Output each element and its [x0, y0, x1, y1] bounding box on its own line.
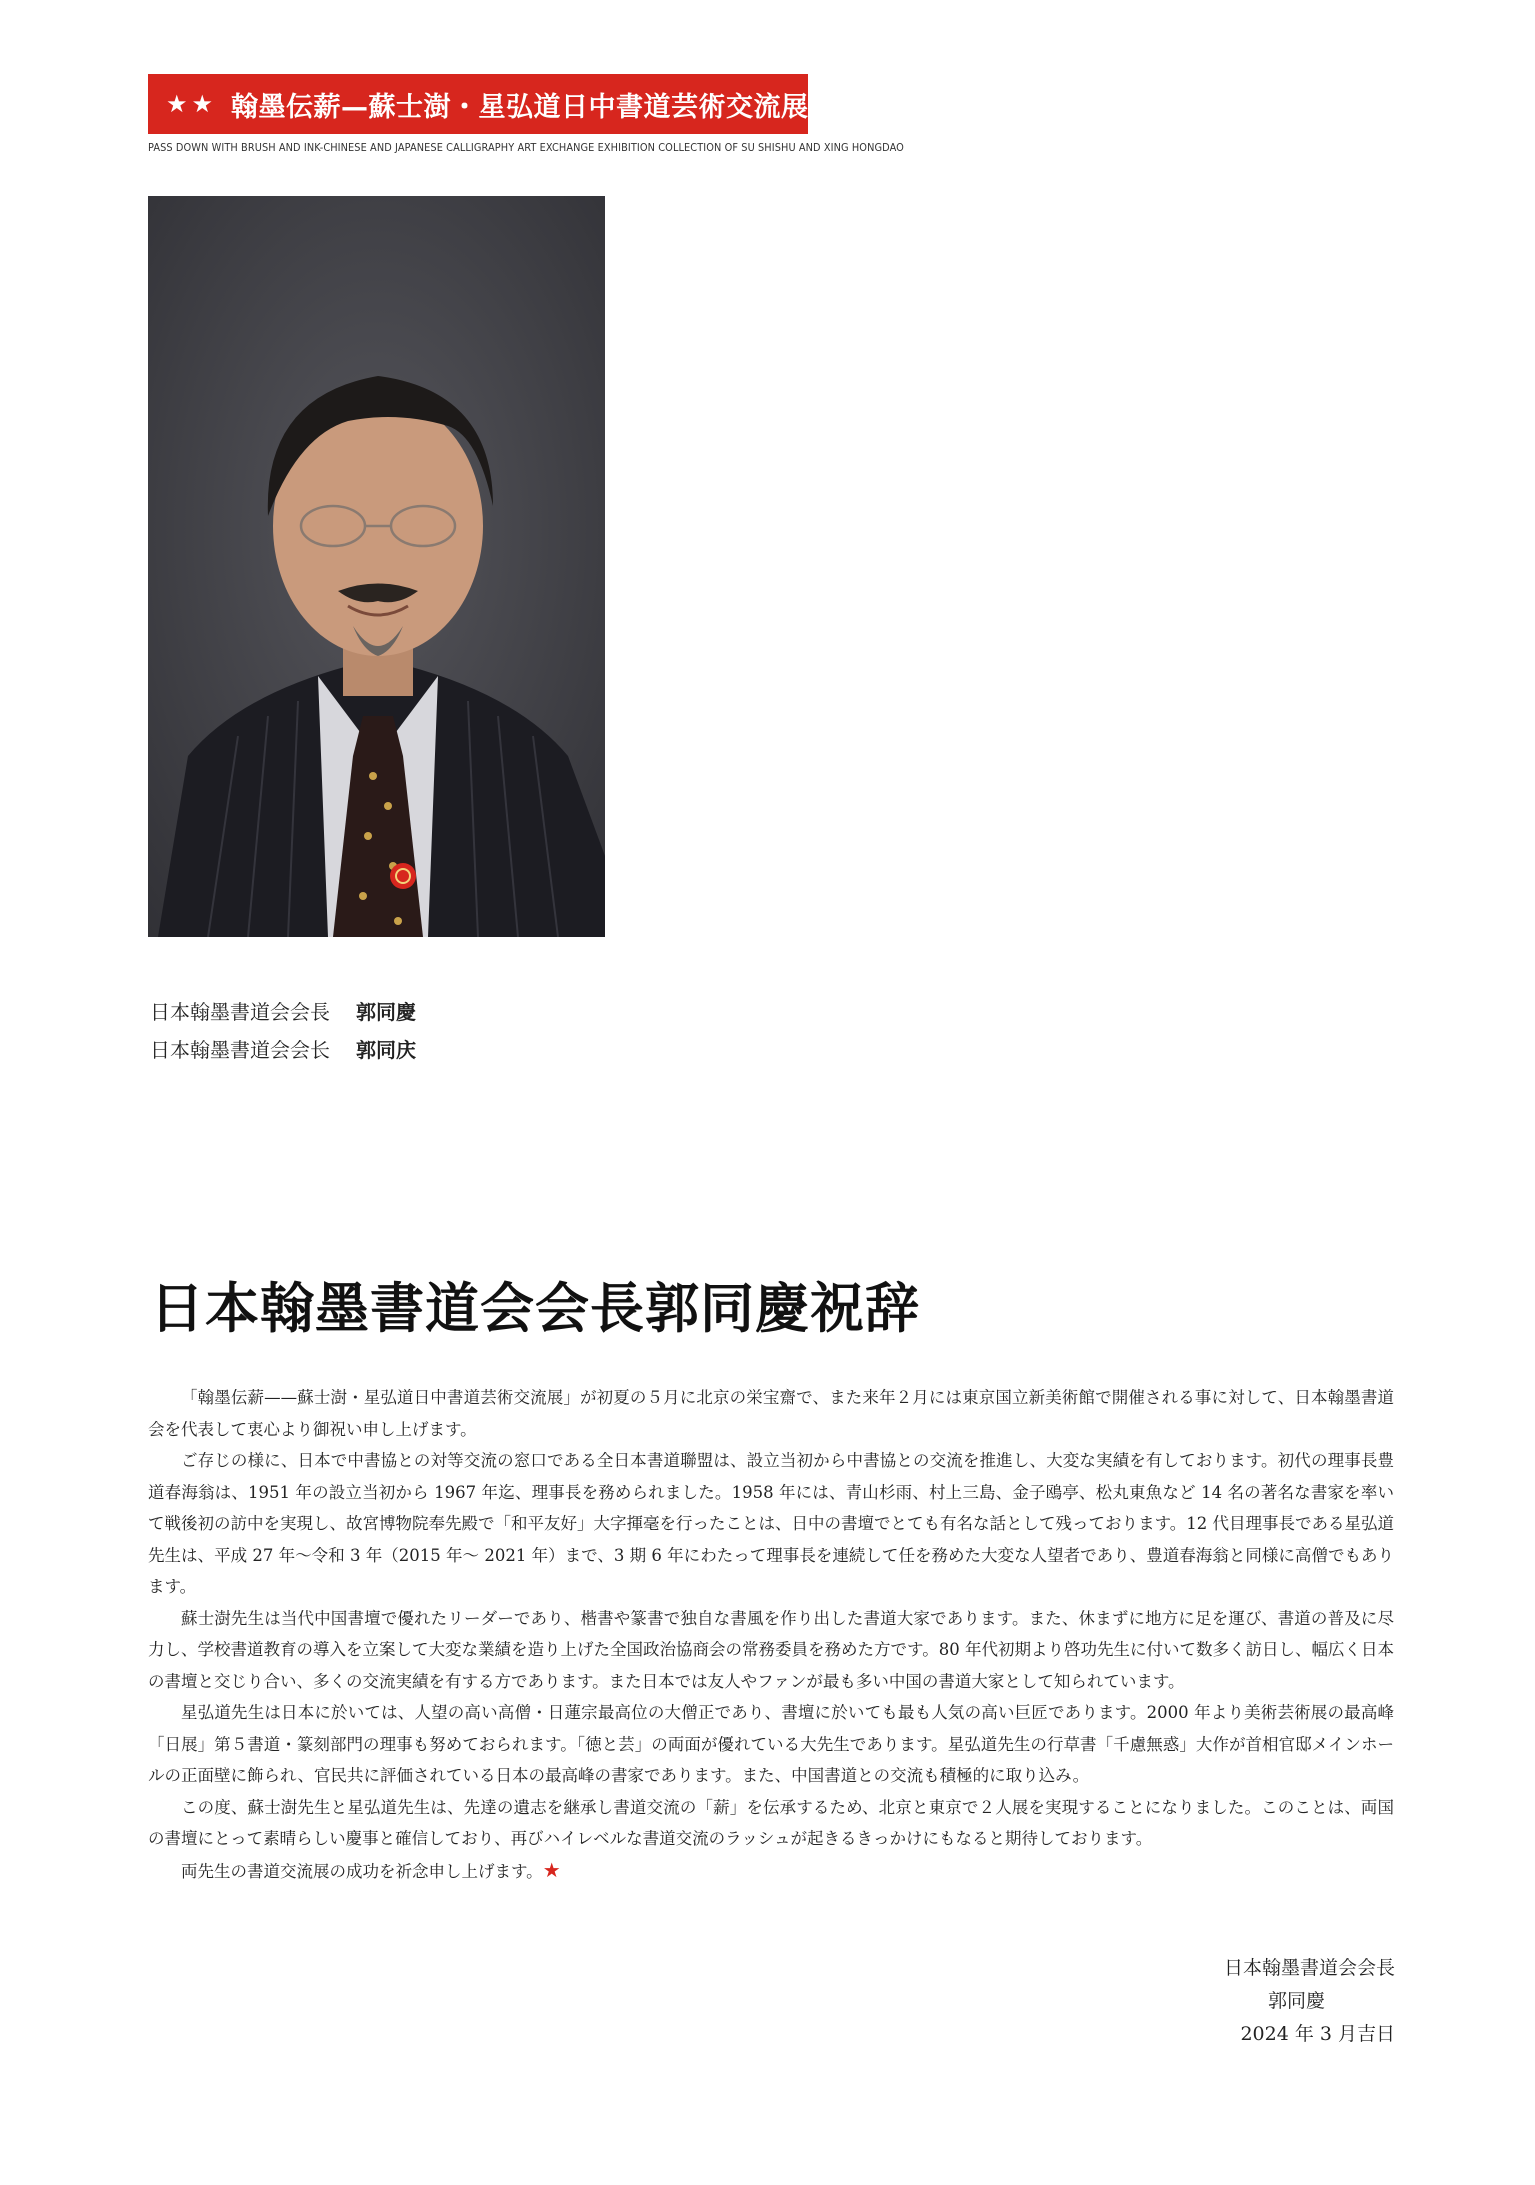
caption-title: 日本翰墨書道会会長 — [150, 1000, 330, 1024]
caption-title: 日本翰墨書道会会长 — [150, 1038, 330, 1062]
portrait-icon — [148, 196, 605, 937]
message-body — [148, 1382, 1394, 1887]
caption-name: 郭同庆 — [356, 1038, 416, 1062]
star-icon: ★★ — [166, 90, 218, 118]
paragraph: ご存じの様に、日本で中書協との対等交流の窓口である全日本書道聯盟は、設立当初から中書協との交流を推進し、大変な実績を有しております。初代の理事長豊道春海翁は、1951 年の設立当初から 1967 年迄、理事長を務められました。1958 年には、青山杉雨、村上三島、金子鴎亭、松丸東魚など 14 名の著名な書家を率いて戦後初の訪中を実現し、故宮博物院奉先殿で「和平友好」大字揮毫を行ったことは、日中の書壇でとても有名な話として残っております。12 代目理事長である星弘道先生は、平成 27 年～令和 3 年（2015 年～ 2021 年）まで、3 期 6 年にわたって理事長を連続して任を務めた大変な人望者であり、豊道春海翁と同様に高僧でもあります。 — [148, 1451, 1394, 1596]
portrait-photo — [148, 196, 605, 937]
paragraph: 星弘道先生は日本に於いては、人望の高い高僧・日蓮宗最高位の大僧正であり、書壇に於いても最も人気の高い巨匠であります。2000 年より美術芸術展の最高峰「日展」第５書道・篆刻部門の理事も努めておられます。「徳と芸」の両面が優れている大先生であります。星弘道先生の行草書「千慮無惑」大作が首相官邸メインホールの正面壁に飾られ、官民共に評価されている日本の最高峰の書家であります。また、中国書道との交流も積極的に取り込み。 — [148, 1703, 1394, 1785]
signature-name: 郭同慶 — [1267, 1990, 1325, 2012]
page-title: 日本翰墨書道会会長郭同慶祝辞 — [150, 1276, 920, 1340]
paragraph: この度、蘇士澍先生と星弘道先生は、先達の遺志を継承し書道交流の「薪」を伝承するため、北京と東京で２人展を実現することになりました。このことは、両国の書壇にとって素晴らしい慶事と確信しており、再びハイレベルな書道交流のラッシュが起きるきっかけにもなると期待しております。 — [148, 1797, 1394, 1848]
caption-line-1 — [150, 996, 416, 1025]
signature-date: 2024 年 3 月吉日 — [1240, 2023, 1395, 2045]
caption-name: 郭同慶 — [356, 1000, 416, 1024]
paragraph: 蘇士澍先生は当代中国書壇で優れたリーダーであり、楷書や篆書で独自な書風を作り出した書道大家であります。また、休まずに地方に足を運び、書道の普及に尽力し、学校書道教育の導入を立案して大変な業績を造り上げた全国政治協商会の常務委員を務めた方です。80 年代初期より啓功先生に付いて数多く訪日し、幅広く日本の書壇と交じり合い、多くの交流実績を有する方であります。また日本では友人やファンが最も多い中国の書道大家として知られています。 — [148, 1608, 1394, 1691]
paragraph: 「翰墨伝薪——蘇士澍・星弘道日中書道芸術交流展」が初夏の５月に北京の栄宝齋で、また来年２月には東京国立新美術館で開催される事に対して、日本翰墨書道会を代表して衷心より御祝い申し上げます。 — [148, 1388, 1394, 1439]
signature-title: 日本翰墨書道会会長 — [1223, 1957, 1395, 1979]
caption-line-2 — [150, 1034, 416, 1063]
header-banner — [148, 74, 892, 134]
banner-subtitle: PASS DOWN WITH BRUSH AND INK-CHINESE AND JAPANESE CALLIGRAPHY ART EXCHANGE EXHIBITION COLLECTION OF SU SHISHU AND XING HONGDAO — [148, 142, 904, 154]
star-icon: ★ — [542, 1857, 561, 1882]
banner-title: 翰墨伝薪—蘇士澍・星弘道日中書道芸術交流展作品集 — [231, 91, 892, 123]
paragraph-text: 両先生の書道交流展の成功を祈念申し上げます。 — [181, 1861, 543, 1881]
signature-block — [1224, 1952, 1395, 2051]
paragraph-final — [148, 1855, 1394, 1888]
